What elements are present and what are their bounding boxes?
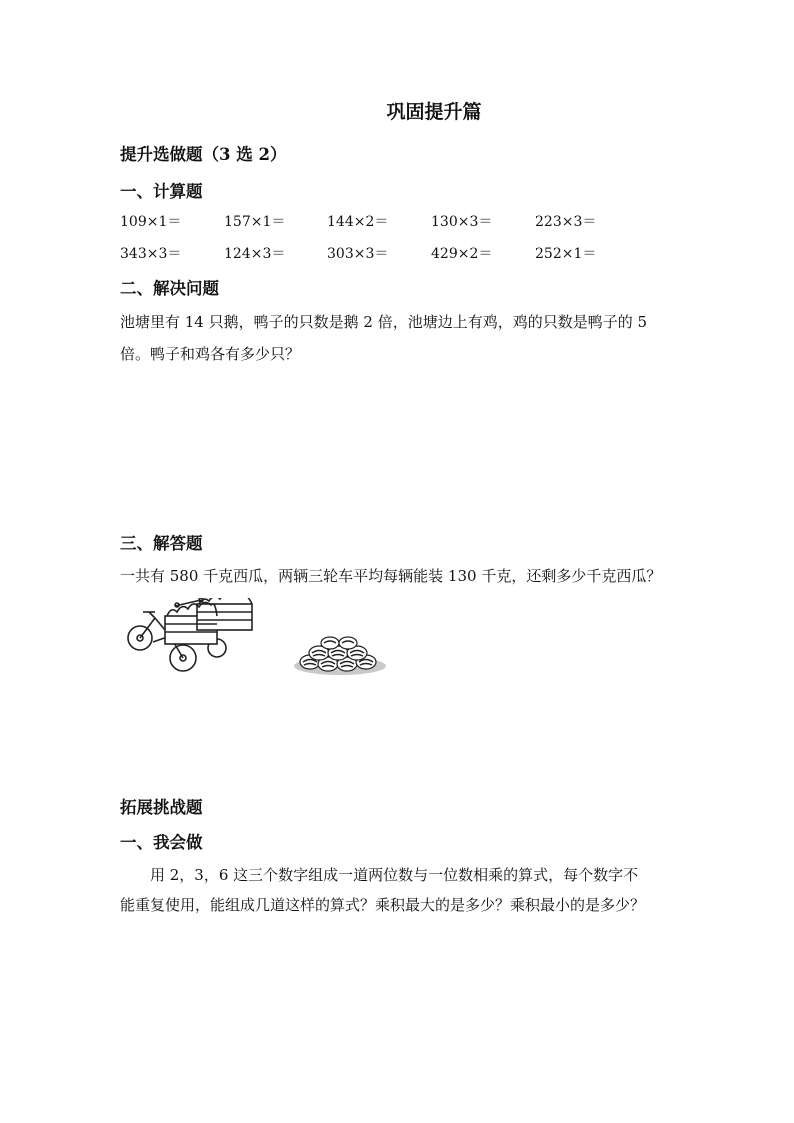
challenge-text-line2: 能重复使用，能组成几道这样的算式？乘积最大的是多少？乘积最小的是多少？ <box>120 896 646 914</box>
calc-item: 252×1＝ <box>535 246 597 262</box>
section-heading-challenge: 拓展挑战题 <box>120 798 203 817</box>
heading-answer-question: 三、解答题 <box>120 534 203 553</box>
heading-problem-solving: 二、解决问题 <box>120 279 219 298</box>
calc-item: 343×3＝ <box>120 246 182 262</box>
calc-item: 130×3＝ <box>431 214 493 230</box>
calc-item: 223×3＝ <box>535 214 597 230</box>
problem-text-line1: 池塘里有 14 只鹅，鸭子的只数是鹅 2 倍，池塘边上有鸡，鸡的只数是鸭子的 5 <box>120 313 648 331</box>
watermelon-pile-illustration <box>290 630 395 678</box>
section-heading-advanced: 提升选做题（3 选 2） <box>120 145 287 164</box>
heading-i-can-do: 一、我会做 <box>120 833 203 852</box>
calc-item: 303×3＝ <box>327 246 389 262</box>
calc-item: 109×1＝ <box>120 214 182 230</box>
challenge-text-line1: 用 2，3，6 这三个数字组成一道两位数与一位数相乘的算式，每个数字不 <box>150 866 639 884</box>
heading-calculation: 一、计算题 <box>120 182 203 201</box>
tricycle-illustration <box>125 598 265 678</box>
calc-item: 124×3＝ <box>224 246 286 262</box>
problem-text-line2: 倍。鸭子和鸡各有多少只？ <box>120 345 301 363</box>
calc-item: 157×1＝ <box>224 214 286 230</box>
calc-item: 429×2＝ <box>431 246 493 262</box>
calc-item: 144×2＝ <box>327 214 389 230</box>
question-text: 一共有 580 千克西瓜，两辆三轮车平均每辆能装 130 千克，还剩多少千克西瓜？ <box>120 567 662 585</box>
page-title: 巩固提升篇 <box>386 101 482 123</box>
